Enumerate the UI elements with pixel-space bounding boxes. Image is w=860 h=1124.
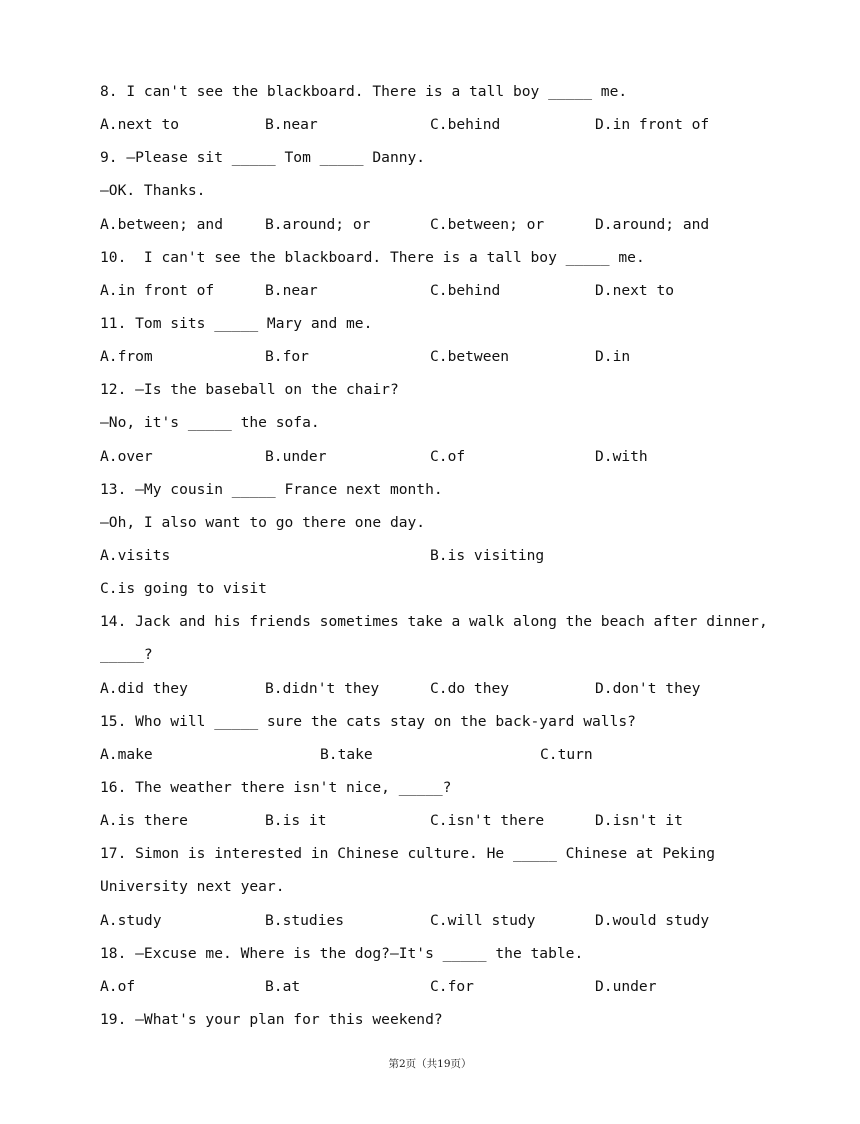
option-c: C.between [430, 348, 510, 366]
question-list [100, 79, 780, 1040]
question-16-options [100, 808, 780, 841]
option-b: B.is visiting [430, 546, 545, 564]
option-c: C.for [430, 977, 474, 995]
option-d: D.isn't it [595, 812, 683, 830]
option-d: D.around; and [595, 215, 710, 233]
option-a: A.is there [100, 812, 188, 830]
option-d: D.under [595, 977, 657, 995]
option-b: B.near [265, 281, 318, 299]
option-d: D.don't they [595, 679, 701, 697]
option-c: C.behind [430, 281, 501, 299]
question-12-stem: 12. —Is the baseball on the chair? [100, 381, 399, 399]
option-b: B.near [265, 116, 318, 134]
option-c: C.between; or [430, 215, 545, 233]
option-d: D.in front of [595, 116, 710, 134]
option-b: B.under [265, 447, 327, 465]
option-a: A.next to [100, 116, 180, 134]
option-c: C.isn't there [430, 812, 545, 830]
option-b: B.didn't they [265, 679, 380, 697]
option-a: A.from [100, 348, 153, 366]
question-12-stem-line-2: —No, it's _____ the sofa. [100, 414, 320, 432]
question-8-options [100, 112, 780, 145]
option-a: A.over [100, 447, 153, 465]
option-d: D.next to [595, 281, 675, 299]
option-a: A.of [100, 977, 136, 995]
option-b: B.for [265, 348, 309, 366]
option-b: B.take [320, 745, 373, 763]
option-b: B.studies [265, 911, 345, 929]
question-13-stem: 13. —My cousin _____ France next month. [100, 480, 443, 498]
question-16-stem: 16. The weather there isn't nice, _____? [100, 778, 452, 796]
option-a: A.between; and [100, 215, 224, 233]
question-17-stem-line-2: University next year. [100, 878, 285, 896]
question-11-stem: 11. Tom sits _____ Mary and me. [100, 314, 373, 332]
option-d: D.would study [595, 911, 710, 929]
option-a: A.in front of [100, 281, 215, 299]
option-a: A.did they [100, 679, 188, 697]
question-8-stem: 8. I can't see the blackboard. There is a tall boy _____ me. [100, 83, 628, 100]
question-15-options [100, 742, 780, 775]
question-12-options [100, 444, 780, 477]
question-19-stem: 19. —What's your plan for this weekend? [100, 1010, 443, 1028]
option-c: C.turn [540, 745, 593, 763]
question-18-stem: 18. —Excuse me. Where is the dog?—It's _____ the table. [100, 944, 584, 962]
option-b: B.at [265, 977, 301, 995]
option-a: A.make [100, 745, 153, 763]
question-9-options [100, 212, 780, 245]
question-14-stem: 14. Jack and his friends sometimes take a walk along the beach after dinner, [100, 613, 768, 631]
option-c: C.is going to visit [100, 580, 267, 598]
option-c: C.will study [430, 911, 536, 929]
question-14-stem-line-2: _____? [100, 646, 153, 664]
page-footer: 第2页（共19页） [388, 1058, 472, 1070]
question-13-options-row-2 [100, 576, 780, 609]
question-10-options [100, 278, 780, 311]
option-c: C.behind [430, 116, 501, 134]
question-14-options [100, 676, 780, 709]
question-13-stem-line-2: —Oh, I also want to go there one day. [100, 513, 426, 531]
option-c: C.of [430, 447, 466, 465]
question-17-stem: 17. Simon is interested in Chinese culture. He _____ Chinese at Peking [100, 845, 716, 863]
question-9-stem-line-2: —OK. Thanks. [100, 182, 206, 200]
question-9-stem: 9. —Please sit _____ Tom _____ Danny. [100, 149, 426, 167]
question-11-options [100, 344, 780, 377]
option-a: A.study [100, 911, 162, 929]
question-17-options [100, 908, 780, 941]
option-d: D.with [595, 447, 648, 465]
question-10-stem: 10. I can't see the blackboard. There is a tall boy _____ me. [100, 248, 645, 266]
option-b: B.is it [265, 812, 327, 830]
question-15-stem: 15. Who will _____ sure the cats stay on the back-yard walls? [100, 712, 636, 730]
question-18-options [100, 974, 780, 1007]
option-c: C.do they [430, 679, 510, 697]
option-d: D.in [595, 348, 631, 366]
option-b: B.around; or [265, 215, 371, 233]
question-13-options-row-1 [100, 543, 780, 576]
option-a: A.visits [100, 546, 171, 564]
